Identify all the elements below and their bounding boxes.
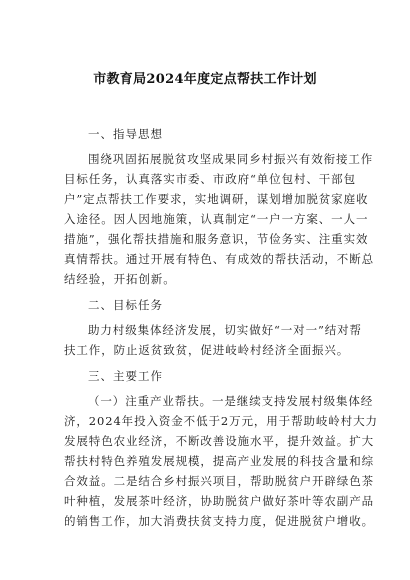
paragraph-line: 措施”，强化帮扶措施和服务意识，节俭务实、注重实效	[64, 232, 369, 246]
paragraph-line: 济，2024年投入资金不低于2万元，用于帮助岐岭村大力	[64, 414, 378, 428]
paragraph-line: 结经验，开拓创新。	[64, 272, 176, 286]
document-title: 市教育局2024年度定点帮扶工作计划	[93, 72, 317, 87]
section-heading-main-work: 三、主要工作	[88, 369, 163, 383]
paragraph-line: 目标任务，认真落实市委、市政府“单位包村、干部包	[64, 172, 356, 186]
paragraph-line: 围绕巩固拓展脱贫攻坚成果同乡村振兴有效衔接工作	[88, 152, 374, 166]
paragraph-line: 入途径。因人因地施策，认真制定“一户一方案、一人一	[64, 212, 369, 226]
section-heading-target-tasks: 二、目标任务	[88, 298, 163, 312]
paragraph-line: 真情帮扶。通过开展有特色、有成效的帮扶活动，不断总	[64, 252, 374, 266]
paragraph-line: 帮扶村特色养殖发展规模，提高产业发展的科技含量和综	[64, 454, 374, 468]
paragraph-line: 助力村级集体经济发展，切实做好“一对一”结对帮	[88, 323, 362, 337]
section-heading-guiding-ideology: 一、指导思想	[88, 127, 163, 141]
paragraph-line: 户”定点帮扶工作要求，实地调研，谋划增加脱贫家庭收	[64, 192, 369, 206]
paragraph-line: 扶工作，防止返贫致贫，促进岐岭村经济全面振兴。	[64, 343, 350, 357]
paragraph-line: 的销售工作，加大消费扶贫支持力度，促进脱贫户增收。	[64, 514, 374, 528]
paragraph-line: 叶种植，发展茶叶经济，协助脱贫户做好茶叶等农副产品	[64, 494, 374, 508]
paragraph-line: 合效益。二是结合乡村振兴项目，帮助脱贫户开辟绿色茶	[64, 474, 374, 488]
paragraph-line: （一）注重产业帮扶。一是继续支持发展村级集体经	[88, 394, 374, 408]
paragraph-line: 发展特色农业经济，不断改善设施水平，提升效益。扩大	[64, 434, 374, 448]
